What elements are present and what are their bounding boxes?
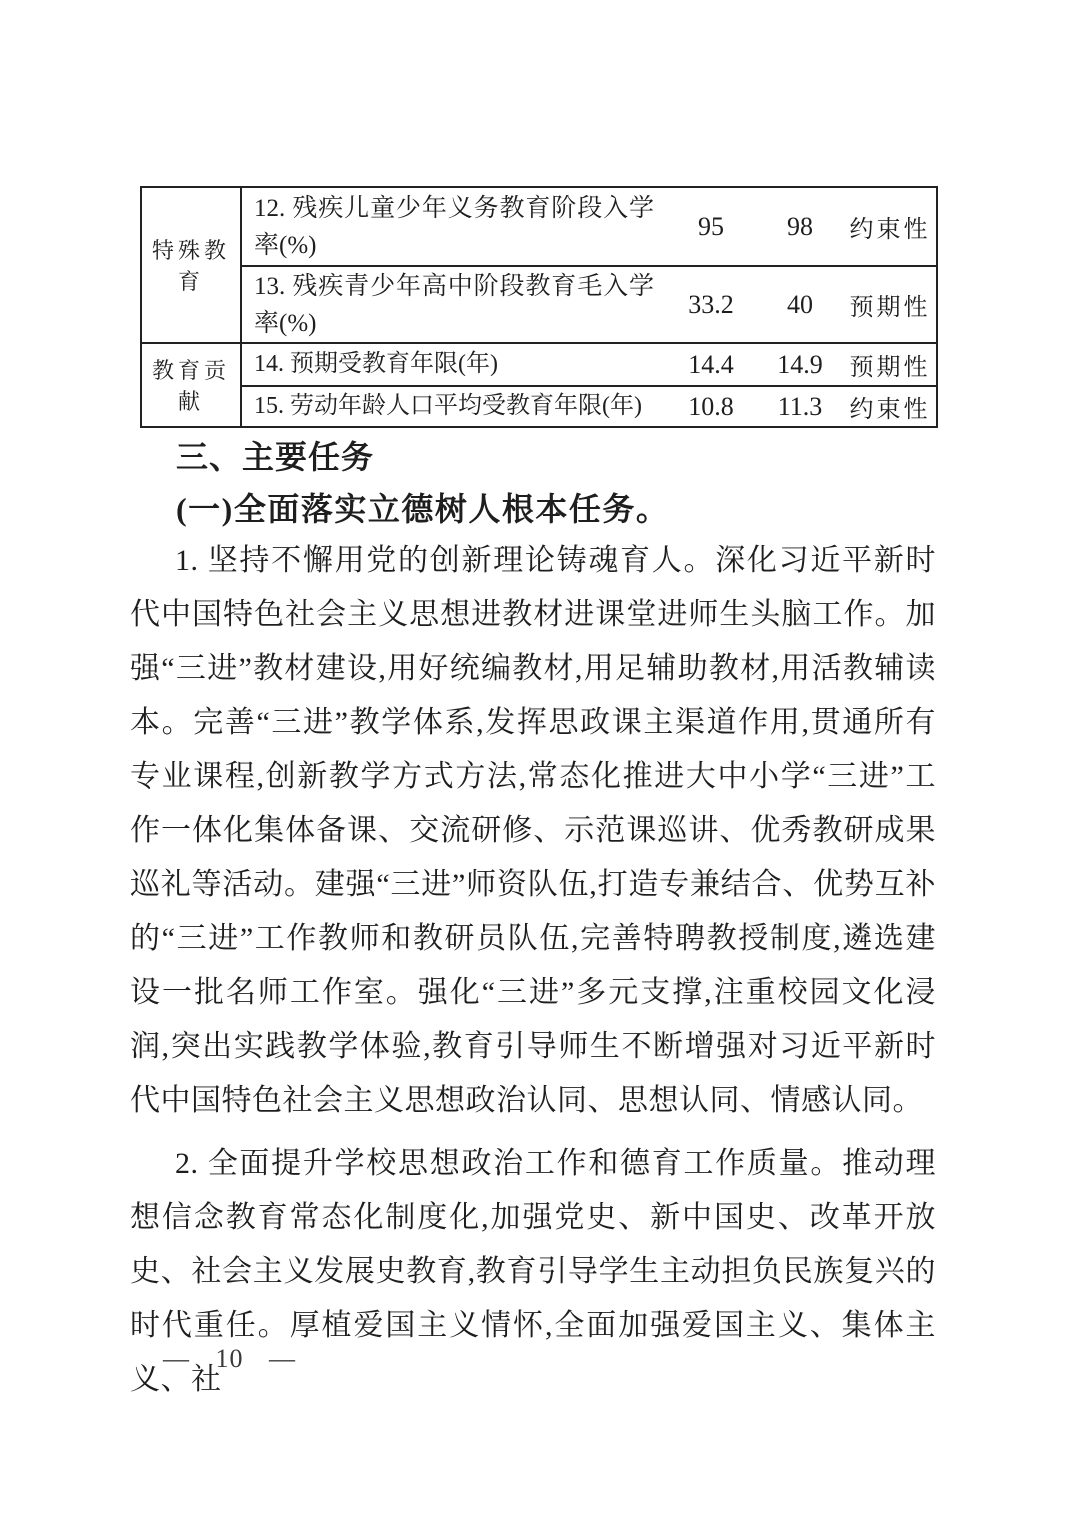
- table-row: [141, 187, 937, 266]
- table-row: [141, 343, 937, 386]
- value-2025-cell: 40: [756, 266, 844, 343]
- body-paragraph: 2. 全面提升学校思想政治工作和德育工作质量。推动理想信念教育常态化制度化,加强党史、新中国史、改革开放史、社会主义发展史教育,教育引导学生主动担负民族复兴的时代重任。厚植爱国主义情怀,全面加强爱国主义、集体主义、社: [130, 1147, 936, 1396]
- value-2020-cell: 33.2: [666, 266, 756, 343]
- indicator-cell: 13. 残疾青少年高中阶段教育毛入学率(%): [241, 266, 666, 343]
- table-row: [141, 386, 937, 427]
- attribute-cell: 预期性: [844, 266, 937, 343]
- value-2020-cell: 14.4: [666, 343, 756, 386]
- value-2020-cell: 10.8: [666, 386, 756, 427]
- indicator-cell: 14. 预期受教育年限(年): [241, 343, 666, 386]
- category-cell: 特殊教育: [141, 187, 241, 343]
- page-number: — 10 —: [163, 1344, 296, 1373]
- value-2020-cell: 95: [698, 211, 724, 241]
- value-2025-cell: 14.9: [756, 343, 844, 386]
- body-paragraph: 1. 坚持不懈用党的创新理论铸魂育人。深化习近平新时代中国特色社会主义思想进教材进课堂进师生头脑工作。加强“三进”教材建设,用好统编教材,用足辅助教材,用活教辅读本。完善“三进”教学体系,发挥思政课主渠道作用,贯通所有专业课程,创新教学方式方法,常态化推进大中小学“三进”工作一体化集体备课、交流研修、示范课巡讲、优秀教研成果巡礼等活动。建强“三进”师资队伍,打造专兼结合、优势互补的“三进”工作教师和教研员队伍,完善特聘教授制度,遴选建设一批名师工作室。强化“三进”多元支撑,注重校园文化浸润,突出实践教学体验,教育引导师生不断增强对习近平新时代中国特色社会主义思想政治认同、思想认同、情感认同。: [130, 544, 936, 1117]
- indicators-table: [140, 186, 938, 428]
- table-row: [141, 266, 937, 343]
- value-2025-cell: 11.3: [756, 386, 844, 427]
- indicator-cell: 12. 残疾儿童少年义务教育阶段入学率(%): [254, 194, 654, 259]
- attribute-cell: 约束性: [849, 217, 931, 243]
- attribute-cell: 约束性: [844, 386, 937, 427]
- section-heading: 三、主要任务: [176, 439, 375, 475]
- category-cell: 教育贡献: [141, 343, 241, 427]
- attribute-cell: 预期性: [844, 343, 937, 386]
- value-2025-cell: 98: [787, 211, 813, 241]
- indicator-cell: 15. 劳动年龄人口平均受教育年限(年): [241, 386, 666, 427]
- subsection-heading: (一)全面落实立德树人根本任务。: [176, 491, 670, 527]
